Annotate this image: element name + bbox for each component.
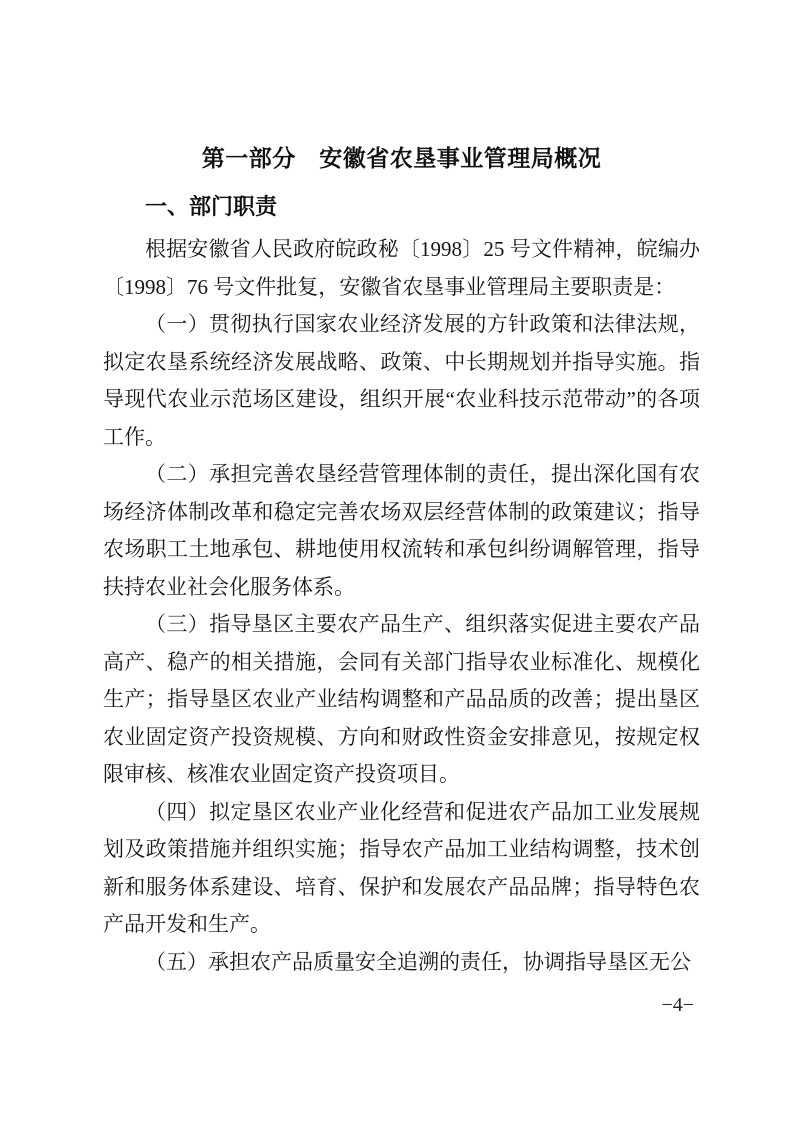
- section-heading: 一、部门职责: [145, 194, 278, 219]
- paragraph-intro: 根据安徽省人民政府皖政秘〔1998〕25 号文件精神，皖编办〔1998〕76 号文件批复，安徽省农垦事业管理局主要职责是：: [103, 237, 700, 299]
- paragraph-duty-2: （二）承担完善农垦经营管理体制的责任，提出深化国有农场经济体制改革和稳定完善农场双层经营体制的政策建议；指导农场职工土地承包、耕地使用权流转和承包纠纷调解管理，指导扶持农业社会化服务体系。: [103, 462, 700, 599]
- document-title: 第一部分 安徽省农垦事业管理局概况: [201, 145, 602, 171]
- paragraph-duty-4: （四）拟定垦区农业产业化经营和促进农产品加工业发展规划及政策措施并组织实施；指导农产品加工业结构调整，技术创新和服务体系建设、培育、保护和发展农产品品牌；指导特色农产品开发和生产。: [103, 799, 700, 936]
- document-body: [103, 231, 700, 981]
- paragraph-duty-1: （一）贯彻执行国家农业经济发展的方针政策和法律法规，拟定农垦系统经济发展战略、政策、中长期规划并指导实施。指导现代农业示范场区建设，组织开展“农业科技示范带动”的各项工作。: [103, 312, 700, 449]
- page-number: −4−: [661, 994, 694, 1016]
- paragraph-duty-5: （五）承担农产品质量安全追溯的责任，协调指导垦区无公: [145, 949, 691, 974]
- document-content: [103, 140, 700, 981]
- paragraph-duty-3: （三）指导垦区主要农产品生产、组织落实促进主要农产品高产、稳产的相关措施，会同有关部门指导农业标准化、规模化生产；指导垦区农业产业结构调整和产品品质的改善；提出垦区农业固定资产投资规模、方向和财政性资金安排意见，按规定权限审核、核准农业固定资产投资项目。: [103, 612, 700, 786]
